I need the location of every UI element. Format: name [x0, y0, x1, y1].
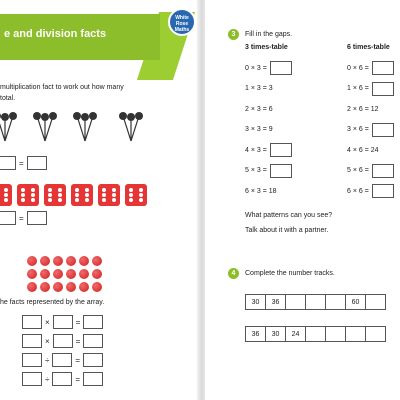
counter-dot — [40, 256, 50, 266]
answer-box[interactable] — [270, 164, 292, 178]
die-six-icon — [125, 184, 147, 206]
track-cell[interactable] — [305, 294, 326, 310]
flower-bunch-icon — [0, 107, 18, 143]
patterns-question: What patterns can you see? — [245, 212, 333, 219]
times-fact-row — [347, 184, 394, 198]
right-page — [205, 0, 400, 400]
die-pip — [129, 188, 133, 192]
fact-text: 4 × 6 = 24 — [347, 146, 379, 154]
die-pip — [58, 193, 62, 197]
answer-box[interactable] — [22, 315, 42, 329]
die-pip — [139, 198, 143, 202]
operator-symbol: = — [75, 336, 81, 346]
counter-dot — [66, 256, 76, 266]
answer-box[interactable] — [52, 353, 72, 367]
answer-box[interactable] — [83, 334, 103, 348]
answer-box[interactable] — [372, 164, 394, 178]
col-6-times-header: 6 times-table — [347, 44, 390, 51]
die-pip — [4, 188, 8, 192]
die-pip — [31, 193, 35, 197]
fact-text: 5 × 3 = — [245, 167, 267, 174]
track-cell[interactable] — [345, 326, 366, 342]
number-track-2 — [246, 326, 386, 342]
fact-text: 2 × 3 = 6 — [245, 105, 273, 113]
counter-dot — [79, 256, 89, 266]
track-cell[interactable] — [365, 326, 386, 342]
die-six-icon — [98, 184, 120, 206]
operator-symbol: = — [75, 374, 81, 384]
times-fact-row — [245, 61, 292, 75]
counter-dot — [53, 269, 63, 279]
q3-instruction: Fill in the gaps. — [245, 31, 293, 38]
answer-box[interactable] — [53, 334, 73, 348]
fact-text: 6 × 3 = 18 — [245, 187, 277, 195]
counter-dot — [27, 269, 37, 279]
counter-dot — [92, 256, 102, 266]
answer-box[interactable] — [83, 372, 103, 386]
die-pip — [58, 188, 62, 192]
die-pip — [102, 188, 106, 192]
die-pip — [48, 198, 52, 202]
counter-dot — [79, 269, 89, 279]
die-pip — [31, 188, 35, 192]
counter-dot — [92, 269, 102, 279]
track-cell: 36 — [265, 294, 286, 310]
die-pip — [102, 193, 106, 197]
die-pip — [21, 198, 25, 202]
track-cell: 30 — [265, 326, 286, 342]
times-fact-row — [245, 82, 273, 96]
fact-text: 3 × 6 = — [347, 126, 369, 133]
die-six-icon — [71, 184, 93, 206]
answer-box[interactable] — [270, 143, 292, 157]
counter-dot — [40, 282, 50, 292]
counter-dot — [66, 282, 76, 292]
partner-prompt: Talk about it with a partner. — [245, 227, 329, 234]
die-pip — [21, 188, 25, 192]
die-pip — [112, 193, 116, 197]
answer-box[interactable] — [53, 315, 73, 329]
fact-text: 2 × 6 = 12 — [347, 105, 379, 113]
counter-dot — [92, 282, 102, 292]
track-cell[interactable] — [325, 294, 346, 310]
die-pip — [139, 188, 143, 192]
white-rose-logo: White Rose Maths — [168, 8, 196, 36]
times-fact-row — [347, 102, 379, 116]
die-pip — [48, 193, 52, 197]
answer-box[interactable] — [27, 211, 47, 225]
die-pip — [112, 188, 116, 192]
times-fact-row — [347, 123, 394, 137]
array-fact-row — [22, 353, 103, 367]
times-fact-row — [245, 102, 273, 116]
die-pip — [75, 193, 79, 197]
track-cell[interactable] — [365, 294, 386, 310]
answer-box[interactable] — [372, 184, 394, 198]
answer-box[interactable] — [22, 353, 42, 367]
intro-line-2: total. — [0, 95, 16, 102]
fact-text: 5 × 6 = — [347, 167, 369, 174]
die-pip — [85, 198, 89, 202]
answer-box[interactable] — [0, 211, 16, 225]
operator-symbol: ÷ — [45, 374, 50, 384]
times-fact-row — [245, 164, 292, 178]
times-fact-row — [245, 184, 277, 198]
die-pip — [48, 188, 52, 192]
question-3-badge: 3 — [228, 29, 239, 40]
answer-box[interactable] — [372, 123, 394, 137]
fact-text: 1 × 3 = 3 — [245, 85, 273, 92]
die-six-icon — [0, 184, 12, 206]
track-cell: 30 — [245, 294, 266, 310]
answer-box[interactable] — [270, 61, 292, 75]
intro-line-1: multiplication fact to work out how many — [0, 84, 124, 91]
operator-symbol: ÷ — [45, 355, 50, 365]
intro-text — [0, 82, 150, 104]
die-pip — [4, 193, 8, 197]
die-pip — [112, 198, 116, 202]
die-pip — [58, 198, 62, 202]
dice-equation — [0, 211, 47, 225]
counter-dot — [53, 256, 63, 266]
times-fact-row — [245, 123, 273, 137]
answer-box[interactable] — [22, 372, 42, 386]
die-six-icon — [44, 184, 66, 206]
times-fact-row — [347, 143, 379, 157]
banner-title: e and division facts — [4, 28, 107, 40]
answer-box[interactable] — [0, 156, 16, 170]
operator-symbol: × — [45, 317, 50, 327]
counter-dot — [53, 282, 63, 292]
fact-text: 1 × 6 = — [347, 85, 369, 92]
counter-dot — [27, 256, 37, 266]
die-pip — [4, 198, 8, 202]
counter-dot — [66, 269, 76, 279]
die-pip — [75, 188, 79, 192]
q4-instruction: Complete the number tracks. — [245, 270, 335, 277]
operator-symbol: = — [75, 317, 81, 327]
flower-bunch-icon — [32, 107, 58, 143]
die-pip — [129, 193, 133, 197]
answer-box[interactable] — [372, 61, 394, 75]
fact-text: 6 × 6 = — [347, 187, 369, 195]
die-pip — [129, 198, 133, 202]
die-pip — [102, 198, 106, 202]
times-fact-row — [347, 61, 394, 75]
times-fact-row — [347, 164, 394, 178]
flowers-equation — [0, 156, 47, 170]
array-fact-row — [22, 372, 103, 386]
answer-box[interactable] — [372, 82, 394, 96]
answer-box[interactable] — [52, 372, 72, 386]
operator-symbol: = — [75, 355, 81, 365]
array-fact-row — [22, 315, 103, 329]
die-pip — [75, 198, 79, 202]
answer-box[interactable] — [22, 334, 42, 348]
counter-dot — [27, 282, 37, 292]
answer-box[interactable] — [83, 315, 103, 329]
die-pip — [85, 193, 89, 197]
die-pip — [85, 188, 89, 192]
die-pip — [31, 198, 35, 202]
answer-box[interactable] — [83, 353, 103, 367]
die-pip — [21, 193, 25, 197]
array-caption: he facts represented by the array. — [0, 299, 105, 306]
operator-symbol: × — [45, 336, 50, 346]
track-cell[interactable] — [325, 326, 346, 342]
track-cell[interactable] — [305, 326, 326, 342]
die-pip — [139, 193, 143, 197]
equals-sign: = — [19, 158, 24, 168]
fact-text: 0 × 6 = — [347, 64, 369, 72]
counter-dot — [79, 282, 89, 292]
track-cell[interactable] — [285, 294, 306, 310]
track-cell: 24 — [285, 326, 306, 342]
fact-text: 0 × 3 = — [245, 64, 267, 72]
times-fact-row — [347, 82, 394, 96]
counter-dot — [40, 269, 50, 279]
array-fact-row — [22, 334, 103, 348]
col-3-times-header: 3 times-table — [245, 44, 288, 51]
equals-sign: = — [19, 213, 24, 223]
flower-bunch-icon — [72, 107, 98, 143]
fact-text: 4 × 3 = — [245, 146, 267, 154]
fact-text: 3 × 3 = 9 — [245, 126, 273, 133]
title-banner — [0, 14, 160, 60]
number-track-1 — [246, 294, 386, 310]
track-cell: 60 — [345, 294, 366, 310]
track-cell: 36 — [245, 326, 266, 342]
flower-bunch-icon — [118, 107, 144, 143]
question-4-badge: 4 — [228, 268, 239, 279]
die-six-icon — [17, 184, 39, 206]
answer-box[interactable] — [27, 156, 47, 170]
times-fact-row — [245, 143, 292, 157]
